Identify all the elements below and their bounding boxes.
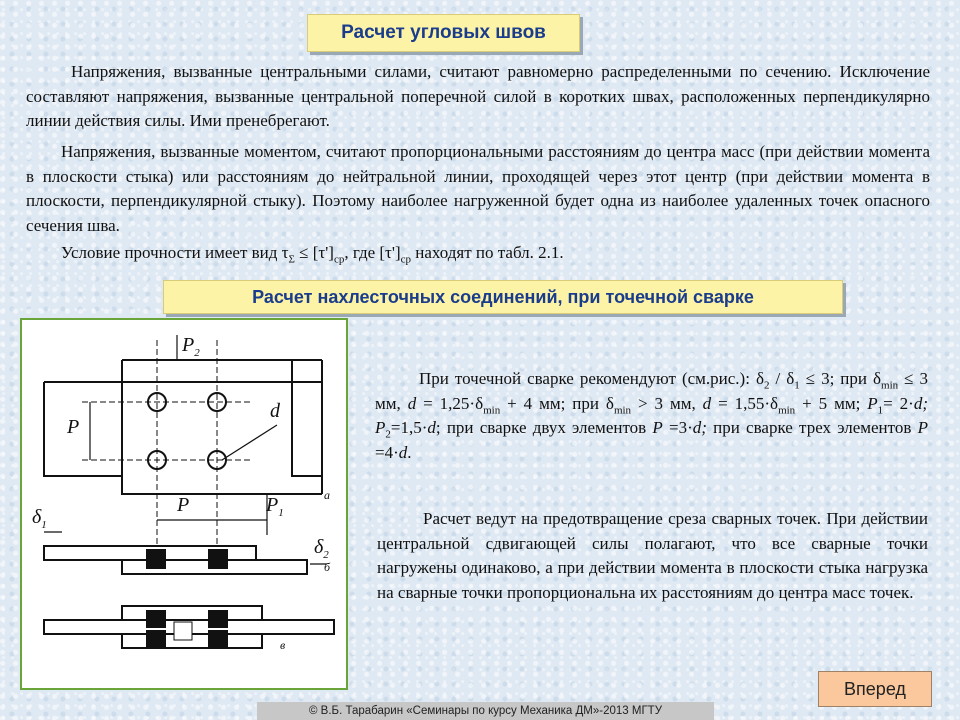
label-p1: $P_1$: [266, 494, 284, 519]
label-view-v: в: [280, 638, 286, 652]
label-delta2: $\delta_2$: [314, 536, 329, 561]
paragraph-spot-weld-recommendations: При точечной сварке рекомендуют (см.рис.): $\delta_2 / \delta_1 \le 3$; при $\delta_{min} \le 3$ мм, $d = 1,25\cdot\delta_{min} + 4$ мм; при $\delta_{min} > 3$ мм, $d = 1,55\cdot\delta_{min} + 5$ мм; $P_1= 2\cdot d$; $P_2=1,5\cdot d$; при сварке двух элементов P =3·d; при сварке трех элементов P =4·d.: [375, 369, 929, 462]
label-p-vertical: P: [67, 416, 80, 438]
paragraph-strength-condition: Условие прочности имеет вид $\tau_\Sigma \le [\tau']_{ср}$, где $[\tau']_{ср}$ находят по табл. 2.1.: [61, 243, 564, 266]
label-d: d: [270, 400, 280, 422]
label-view-a: а: [324, 488, 330, 502]
label-p2: $P_2$: [182, 334, 200, 359]
paragraph-moment-stresses: Напряжения, вызванные моментом, считают пропорциональными расстояниям до центра масс (при действии момента в плоскости стыка) или расстояниям до нейтральной линии, проходящей через этот центр (при действии момента в плоскости, перпендикулярной стыку). Поэтому наиболее нагруженной будет одна из наиболее удаленных точек опасного сечения шва.: [26, 142, 930, 235]
next-button[interactable]: Вперед: [818, 671, 932, 707]
spot-weld-figure: [20, 318, 348, 690]
label-p-horizontal: P: [177, 494, 190, 516]
label-delta1: $\delta_1$: [32, 506, 47, 531]
label-view-b: б: [324, 560, 331, 574]
paragraph-central-forces: Напряжения, вызванные центральными силами, считают равномерно распределенными по сечению. Исключение составляют напряжения, вызванные центральной поперечной силой в коротких швах, расположенных перпендикулярно линии действия силы. Ими пренебрегают.: [26, 62, 930, 130]
footer-copyright: © В.Б. Тарабарин «Семинары по курсу Механика ДМ»-2013 МГТУ: [257, 702, 714, 720]
section-title-spot-welding: Расчет нахлесточных соединений, при точечной сварке: [163, 280, 843, 314]
section-title-fillet-welds: Расчет угловых швов: [307, 14, 580, 52]
paragraph-calculation-basis: Расчет ведут на предотвращение среза сварных точек. При действии центральной сдвигающей силы полагают, что все сварные точки нагружены одинаково, а при действии момента в плоскости стыка нагрузка на сварные точки пропорциональна их расстояниям до центра масс точек.: [377, 509, 928, 602]
